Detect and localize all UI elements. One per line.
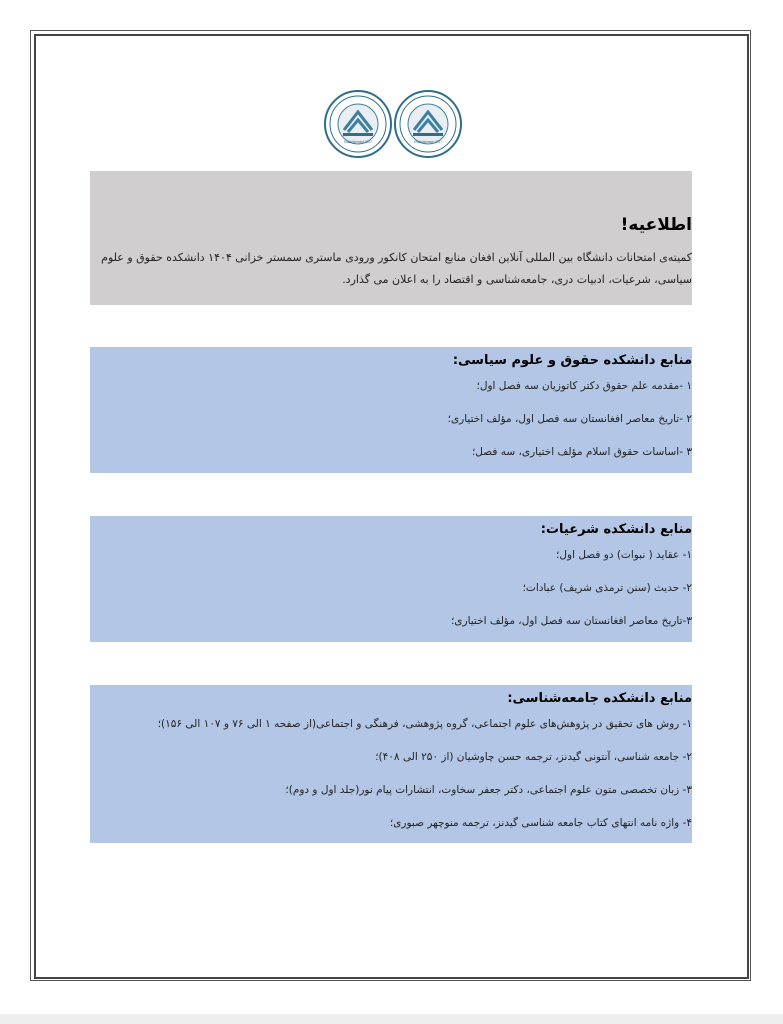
notice-box	[90, 171, 692, 305]
list-item: ۲- حدیث (سنن ترمذی شریف) عبادات؛	[522, 582, 692, 594]
resource-list	[90, 715, 692, 847]
resource-list	[90, 546, 692, 645]
section-sharia	[90, 516, 692, 642]
list-item: ۳-تاریخ معاصر افغانستان سه فصل اول، مؤلف اختیاری؛	[450, 615, 692, 627]
section-law-political-science	[90, 347, 692, 473]
list-item: ۳- زبان تخصصی متون علوم اجتماعی، دکتر جعفر سخاوت، انتشارات پیام نور(جلد اول و دوم)؛	[285, 784, 692, 796]
list-item: ۳ -اساسات حقوق اسلام مؤلف اختیاری، سه فصل؛	[471, 446, 692, 458]
list-item: ۲ -تاریخ معاصر افغانستان سه فصل اول، مؤلف اختیاری؛	[447, 413, 692, 425]
section-title: منابع دانشکده جامعه‌شناسی:	[507, 691, 692, 706]
list-item: ۱- عقاید ( نبوات) دو فصل اول؛	[556, 549, 692, 561]
list-item: ۴- واژه نامه انتهای کتاب جامعه شناسی گیدنز، ترجمه منوچهر صبوری؛	[389, 817, 692, 829]
university-logos	[322, 89, 464, 159]
notice-body: کمیته‌ی امتحانات دانشگاه بین المللی آنلاین افغان منابع امتحان کانکور ورودی ماستری سمستر خزانی ۱۴۰۴ دانشکده حقوق و علوم سیاسی، شرعیات، ادبیات دری، جامعه‌شناسی و اقتصاد را به اعلان می گذارد.	[101, 251, 692, 286]
section-title: منابع دانشکده حقوق و علوم سیاسی:	[452, 353, 692, 368]
list-item: ۱- روش های تحقیق در پژوهش‌های علوم اجتماعی، گروه پژوهشی، فرهنگی و اجتماعی(از صفحه ۱ الی ۷۶ و ۱۰۷ الی ۱۵۶)؛	[157, 718, 692, 730]
resource-list	[90, 377, 692, 476]
university-seal-right	[395, 91, 461, 157]
list-item: ۲- جامعه شناسی، آنتونی گیدنز، ترجمه حسن چاوشیان (از ۲۵۰ الی ۴۰۸)؛	[375, 751, 692, 763]
list-item: ۱ -مقدمه علم حقوق دکتر کاتوزیان سه فصل اول؛	[476, 380, 692, 392]
university-seal-left	[325, 91, 391, 157]
section-title: منابع دانشکده شرعیات:	[540, 522, 692, 537]
seal-caption: Establishment 2017	[414, 140, 442, 144]
viewer-background	[0, 1014, 783, 1024]
seal-caption: Establishment 2017	[344, 140, 372, 144]
section-sociology	[90, 685, 692, 843]
notice-title: اطلاعیه!	[620, 215, 692, 235]
